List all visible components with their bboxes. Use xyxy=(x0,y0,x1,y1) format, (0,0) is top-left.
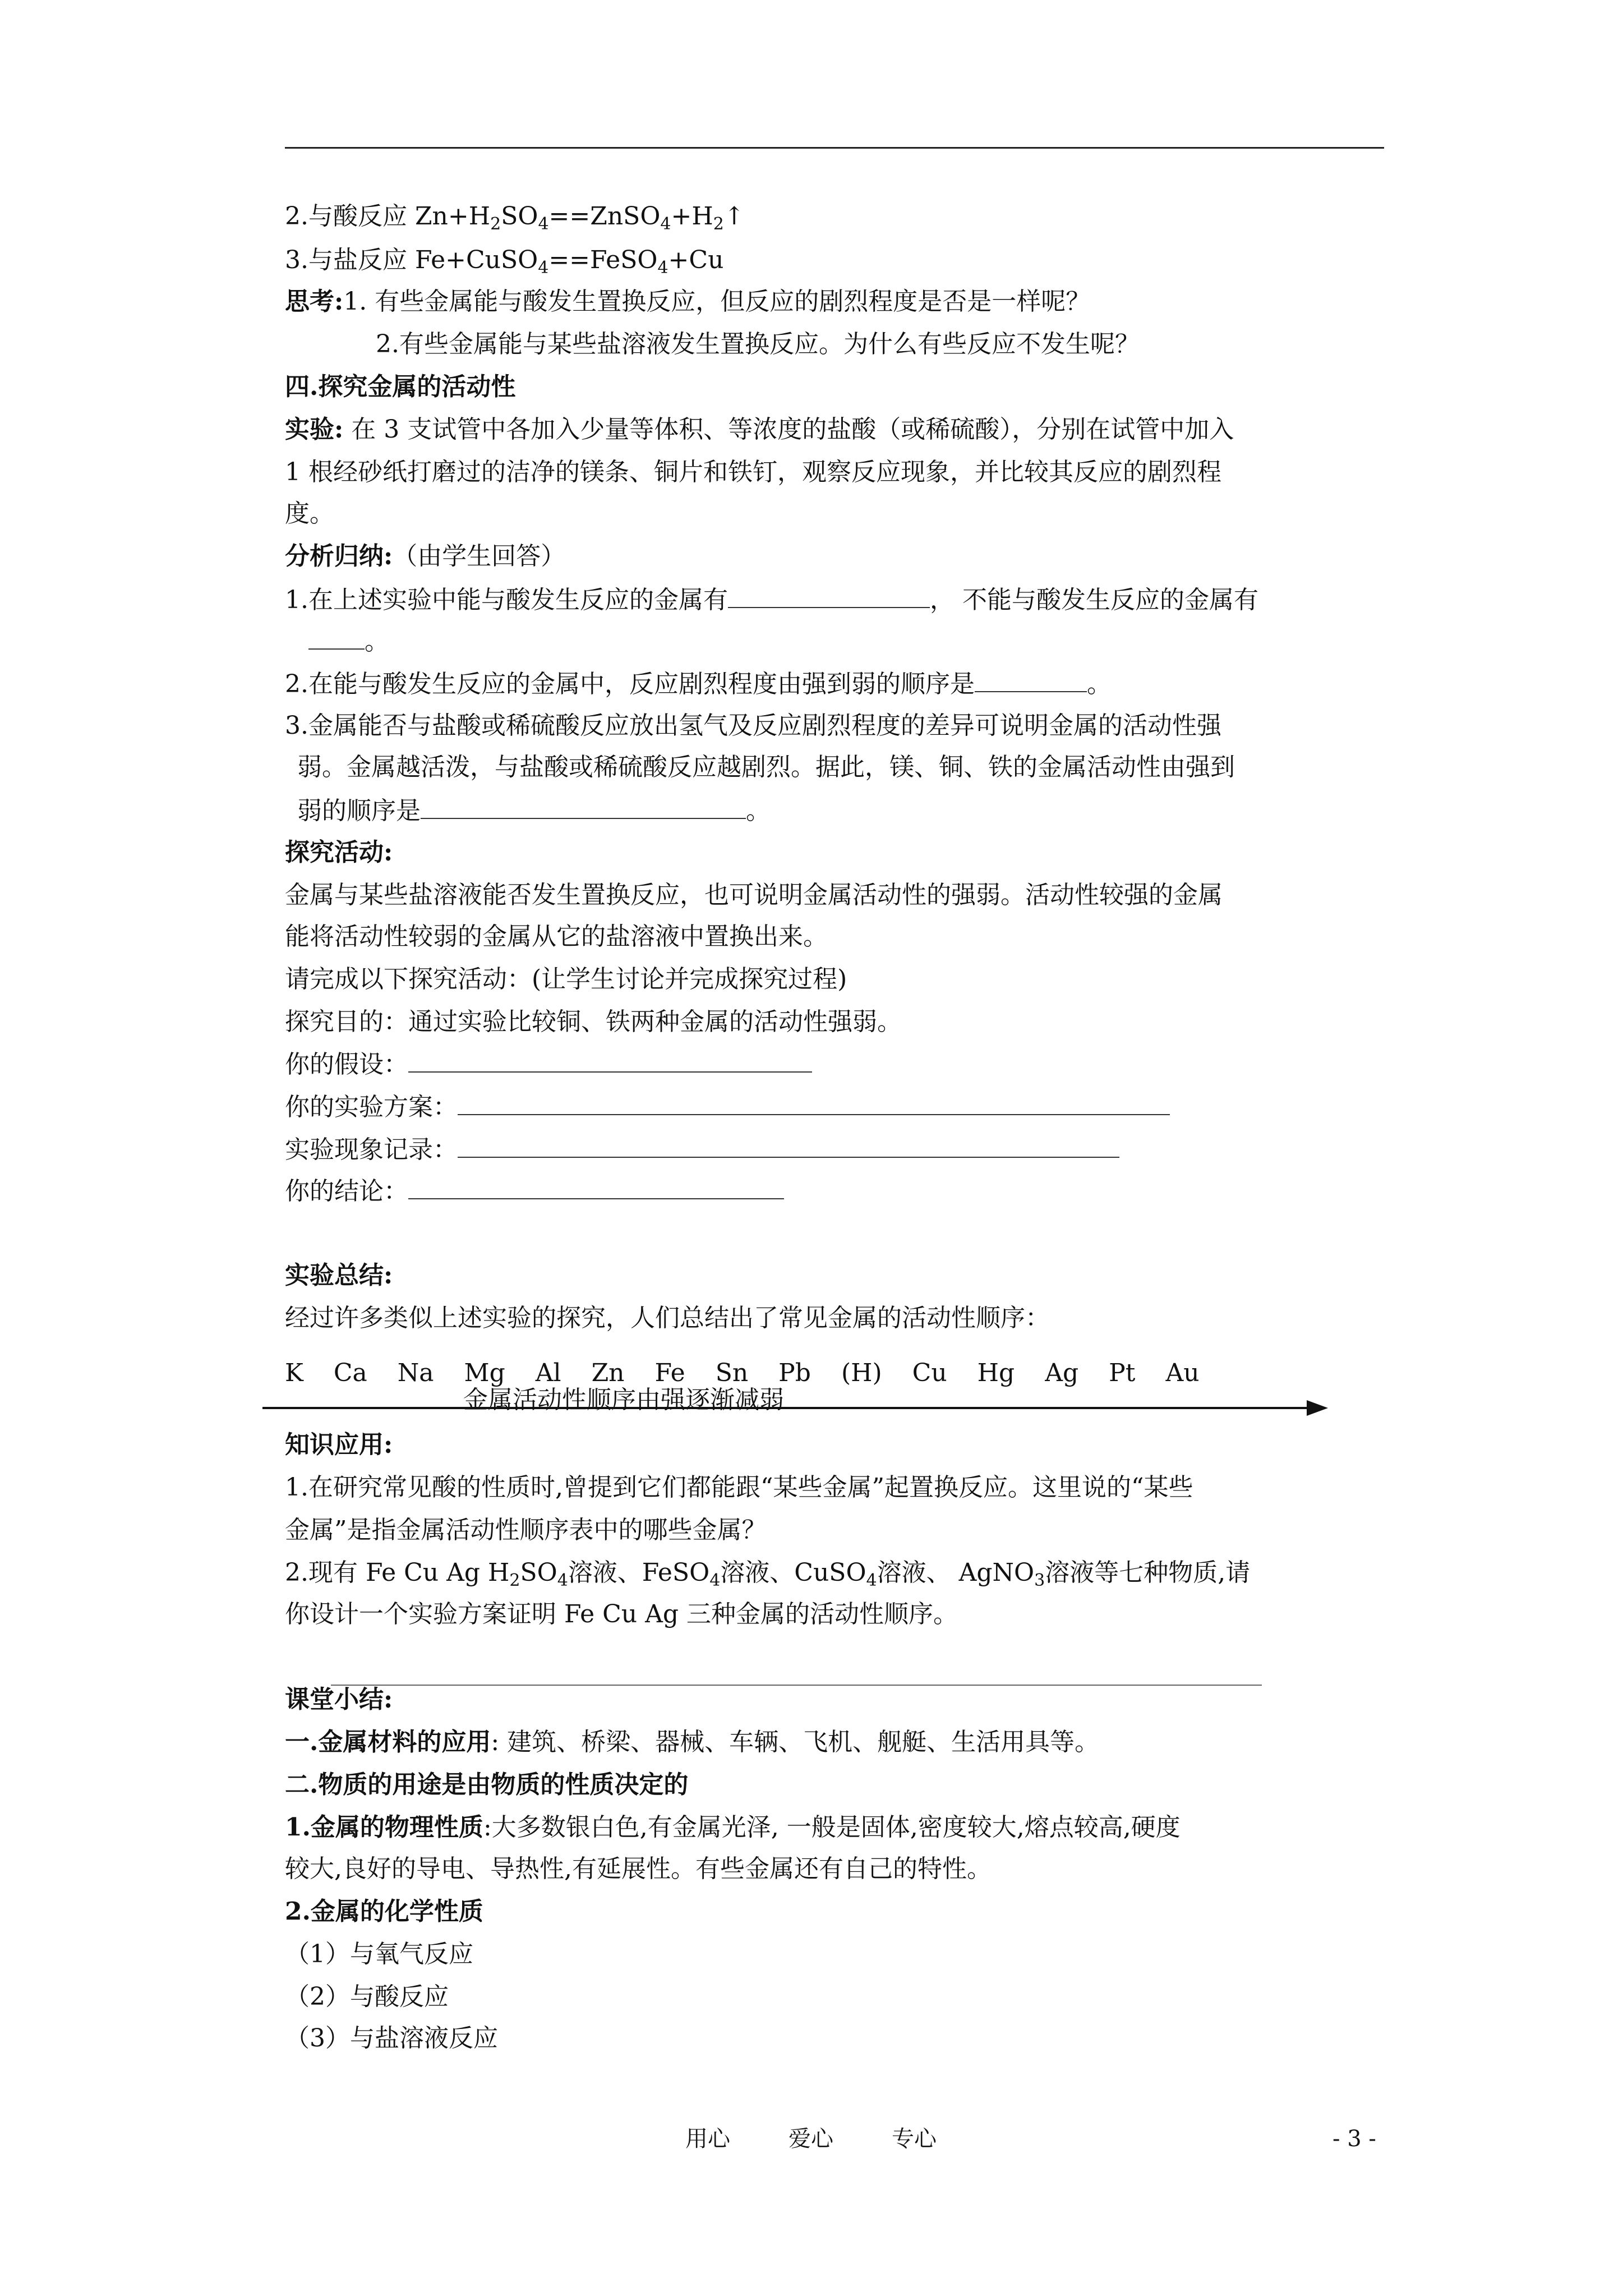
metal-symbol: Ag xyxy=(1045,1359,1079,1387)
metal-symbol: Pt xyxy=(1109,1359,1136,1387)
experiment-line-3: 度。 xyxy=(285,499,334,528)
arrow-label: 金属活动性顺序由强逐渐减弱 xyxy=(463,1386,784,1414)
apply-heading: 知识应用: xyxy=(285,1430,393,1459)
record-field: 实验现象记录： xyxy=(285,1132,1119,1167)
summary-heading: 实验总结: xyxy=(285,1261,393,1290)
explore-text-2: 能将活动性较弱的金属从它的盐溶液中置换出来。 xyxy=(285,922,828,951)
metal-symbol: (H) xyxy=(841,1359,882,1387)
record-blank[interactable] xyxy=(458,1132,1119,1158)
footer-motto-3: 专心 xyxy=(892,2126,937,2152)
answer-blank[interactable] xyxy=(975,666,1087,692)
metal-symbol: Pb xyxy=(778,1359,811,1387)
analysis-item-2: 2.在能与酸发生反应的金属中，反应剧烈程度由强到弱的顺序是 。 xyxy=(285,666,1112,701)
plan-blank[interactable] xyxy=(458,1089,1170,1115)
chemical-item-3: （3）与盐溶液反应 xyxy=(285,2024,498,2053)
explore-purpose: 探究目的：通过实验比较铜、铁两种金属的活动性强弱。 xyxy=(285,1007,902,1036)
conclusion-blank[interactable] xyxy=(408,1174,784,1199)
metal-symbol: K xyxy=(285,1359,303,1387)
metal-symbol: Sn xyxy=(715,1359,749,1387)
footer-motto-1: 用心 xyxy=(685,2126,730,2152)
summary-point-1: 一.金属材料的应用: 建筑、桥梁、器械、车辆、飞机、舰艇、生活用具等。 xyxy=(285,1728,1100,1756)
metal-symbol: Al xyxy=(535,1359,561,1387)
explore-text-1: 金属与某些盐溶液能否发生置换反应，也可说明金属活动性的强弱。活动性较强的金属 xyxy=(285,881,1223,909)
answer-line[interactable] xyxy=(331,1685,1262,1686)
answer-blank[interactable] xyxy=(421,793,746,819)
line-salt-reaction: 3.与盐反应 Fe+CuSO$_4$==FeSO$_4$+Cu xyxy=(285,246,724,278)
footer-motto-2: 爱心 xyxy=(789,2126,833,2152)
header-rule xyxy=(285,147,1384,149)
apply-item-2b: 你设计一个实验方案证明 Fe Cu Ag 三种金属的活动性顺序。 xyxy=(285,1600,958,1628)
analysis-item-1: 1.在上述实验中能与酸发生反应的金属有 ， 不能与酸发生反应的金属有 xyxy=(285,582,1258,617)
plan-field: 你的实验方案： xyxy=(285,1089,1170,1124)
conclusion-field: 你的结论： xyxy=(285,1174,784,1208)
answer-blank[interactable] xyxy=(308,624,365,650)
metal-symbol: Mg xyxy=(464,1359,505,1387)
metal-symbol: Ca xyxy=(333,1359,367,1387)
think-question-1: 思考:1. 有些金属能与酸发生置换反应，但反应的剧烈程度是否是一样呢？ xyxy=(285,287,1091,316)
analysis-item-3a: 3.金属能否与盐酸或稀硫酸反应放出氢气及反应剧烈程度的差异可说明金属的活动性强 xyxy=(285,711,1221,740)
line-acid-reaction: 2.与酸反应 $Zn+H_2SO_4==ZnSO_4+H_2↑$ xyxy=(285,202,745,234)
summary-text: 经过许多类似上述实验的探究，人们总结出了常见金属的活动性顺序： xyxy=(285,1304,1050,1332)
class-summary-heading: 课堂小结: xyxy=(285,1685,393,1714)
chemical-item-1: （1）与氧气反应 xyxy=(285,1940,473,1968)
apply-item-2a: 2.现有 Fe Cu Ag $H_2SO_4$溶液、FeSO$_4$溶液、CuSO$_4$溶液、 AgNO$_3$溶液等七种物质,请 xyxy=(285,1558,1251,1590)
summary-point-2: 二.物质的用途是由物质的性质决定的 xyxy=(285,1770,689,1799)
think-question-2: 2.有些金属能与某些盐溶液发生置换反应。为什么有些反应不发生呢？ xyxy=(376,330,1140,358)
analysis-item-3c: 弱的顺序是 。 xyxy=(297,793,771,828)
answer-blank[interactable] xyxy=(728,582,930,608)
metal-symbol: Au xyxy=(1165,1359,1200,1387)
analysis-item-3b: 弱。金属越活泼，与盐酸或稀硫酸反应越剧烈。据此，镁、铜、铁的金属活动性由强到 xyxy=(297,753,1235,781)
page-number: - 3 - xyxy=(1332,2126,1376,2152)
hypothesis-field: 你的假设： xyxy=(285,1047,812,1082)
apply-item-1a: 1.在研究常见酸的性质时,曾提到它们都能跟“某些金属”起置换反应。这里说的“某些 xyxy=(285,1473,1193,1502)
experiment-line-2: 1 根经砂纸打磨过的洁净的镁条、铜片和铁钉，观察反应现象，并比较其反应的剧烈程 xyxy=(285,458,1221,486)
activity-arrow xyxy=(262,1397,1328,1419)
metal-symbol: Zn xyxy=(591,1359,625,1387)
analysis-item-1-cont: 。 xyxy=(308,624,389,659)
section-heading-4: 四.探究金属的活动性 xyxy=(285,372,516,401)
metal-symbol: Hg xyxy=(977,1359,1015,1387)
chemical-item-2: （2）与酸反应 xyxy=(285,1982,449,2011)
hypothesis-blank[interactable] xyxy=(408,1047,812,1073)
metal-symbol: Cu xyxy=(912,1359,947,1387)
metal-symbol: Na xyxy=(397,1359,434,1387)
analysis-heading: 分析归纳:（由学生回答） xyxy=(285,542,566,570)
apply-item-1b: 金属”是指金属活动性顺序表中的哪些金属？ xyxy=(285,1516,767,1544)
summary-physical-1: 1.金属的物理性质:大多数银白色,有金属光泽, 一般是固体,密度较大,熔点较高,硬度 xyxy=(285,1813,1181,1842)
explore-text-3: 请完成以下探究活动：(让学生讨论并完成探究过程) xyxy=(285,965,847,993)
metal-symbol: Fe xyxy=(654,1359,685,1387)
explore-heading: 探究活动: xyxy=(285,838,393,867)
experiment-line-1: 实验: 在 3 支试管中各加入少量等体积、等浓度的盐酸（或稀硫酸），分别在试管中加入 xyxy=(285,415,1234,444)
summary-physical-2: 较大,良好的导电、导热性,有延展性。有些金属还有自己的特性。 xyxy=(285,1855,992,1883)
summary-chemical-heading: 2.金属的化学性质 xyxy=(285,1897,483,1926)
